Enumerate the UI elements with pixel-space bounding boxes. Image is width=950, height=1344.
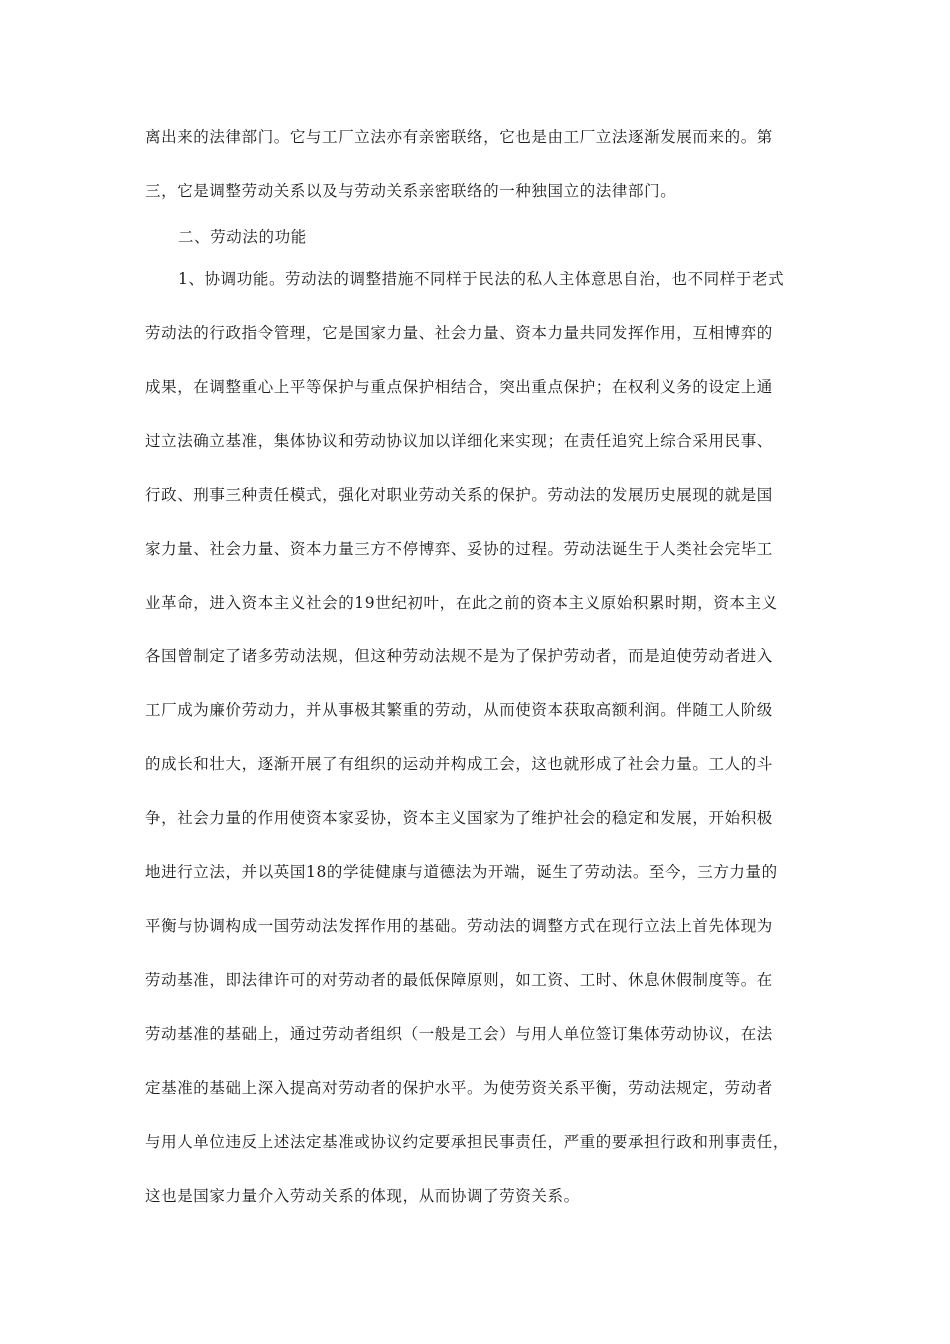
text-line: 劳动基准的基础上，通过劳动者组织（一般是工会）与用人单位签订集体劳动协议，在法 bbox=[145, 1025, 773, 1043]
text-line: 这也是国家力量介入劳动关系的体现，从而协调了劳资关系。 bbox=[145, 1187, 580, 1205]
text-line: 业革命，进入资本主义社会的19世纪初叶，在此之前的资本主义原始积累时期，资本主义 bbox=[145, 594, 778, 612]
text-line: 成果，在调整重心上平等保护与重点保护相结合，突出重点保护；在权利义务的设定上通 bbox=[145, 378, 773, 396]
text-line: 地进行立法，并以英国18的学徒健康与道德法为开端，诞生了劳动法。至今，三方力量的 bbox=[145, 863, 778, 881]
text-line: 家力量、社会力量、资本力量三方不停博弈、妥协的过程。劳动法诞生于人类社会完毕工 bbox=[145, 540, 773, 558]
text-line: 各国曾制定了诸多劳动法规，但这种劳动法规不是为了保护劳动者，而是迫使劳动者进入 bbox=[145, 647, 773, 665]
text-line: 劳动基准，即法律许可的对劳动者的最低保障原则，如工资、工时、休息休假制度等。在 bbox=[145, 971, 773, 989]
text-line: 定基准的基础上深入提高对劳动者的保护水平。为使劳资关系平衡，劳动法规定，劳动者 bbox=[145, 1079, 773, 1097]
text-line: 平衡与协调构成一国劳动法发挥作用的基础。劳动法的调整方式在现行立法上首先体现为 bbox=[145, 917, 773, 935]
section-heading: 二、劳动法的功能 bbox=[178, 228, 307, 246]
text-line: 与用人单位违反上述法定基准或协议约定要承担民事责任，严重的要承担行政和刑事责任， bbox=[145, 1133, 790, 1151]
text-line: 离出来的法律部门。它与工厂立法亦有亲密联络，它也是由工厂立法逐渐发展而来的。第 bbox=[145, 128, 773, 146]
text-line: 过立法确立基准，集体协议和劳动协议加以详细化来实现；在责任追究上综合采用民事、 bbox=[145, 432, 773, 450]
text-line: 劳动法的行政指令管理，它是国家力量、社会力量、资本力量共同发挥作用，互相博弈的 bbox=[145, 324, 773, 342]
text-line: 1、协调功能。劳动法的调整措施不同样于民法的私人主体意思自治，也不同样于老式 bbox=[178, 270, 785, 288]
text-line: 工厂成为廉价劳动力，并从事极其繁重的劳动，从而使资本获取高额利润。伴随工人阶级 bbox=[145, 701, 773, 719]
text-line: 三，它是调整劳动关系以及与劳动关系亲密联络的一种独国立的法律部门。 bbox=[145, 182, 677, 200]
text-line: 行政、刑事三种责任模式，强化对职业劳动关系的保护。劳动法的发展历史展现的就是国 bbox=[145, 486, 773, 504]
text-line: 的成长和壮大，逐渐开展了有组织的运动并构成工会，这也就形成了社会力量。工人的斗 bbox=[145, 755, 773, 773]
text-line: 争，社会力量的作用使资本家妥协，资本主义国家为了维护社会的稳定和发展，开始积极 bbox=[145, 809, 773, 827]
